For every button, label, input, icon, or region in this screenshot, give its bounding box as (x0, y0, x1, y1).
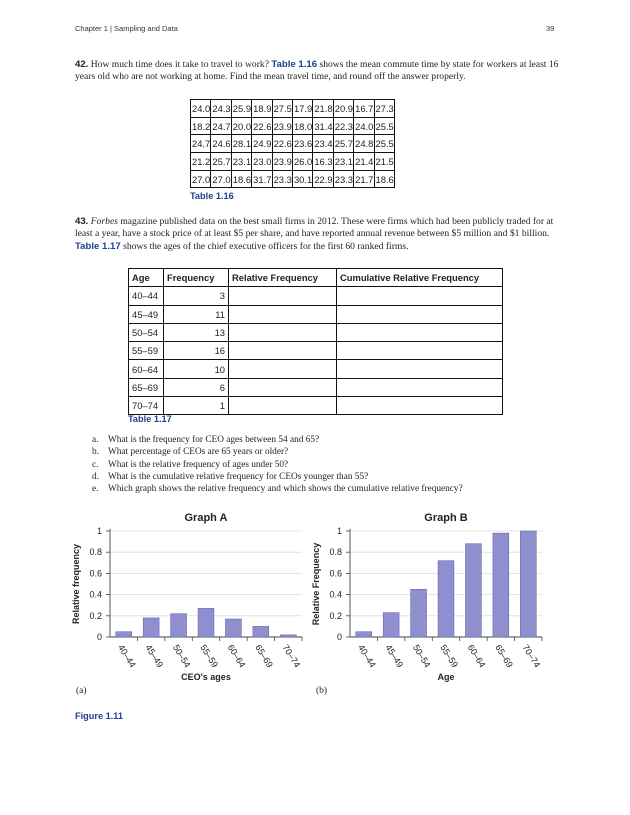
table-cell: 16 (164, 342, 229, 360)
x-tick-label: 65–69 (253, 642, 275, 670)
y-tick-label: 0.8 (89, 547, 102, 558)
x-axis-label: Age (437, 672, 455, 682)
bar (198, 608, 214, 637)
table-link[interactable]: Table 1.17 (75, 240, 121, 252)
problem-number: 42. (75, 59, 89, 70)
table-row (191, 117, 395, 135)
table-row (191, 135, 395, 153)
table-cell: 23.9 (272, 153, 292, 171)
table-cell: 27.3 (374, 100, 394, 118)
table-cell: 21.8 (313, 100, 333, 118)
question-item (92, 471, 463, 483)
table-cell: 23.4 (313, 135, 333, 153)
subfigure-label: (a) (76, 686, 87, 696)
table-cell: 65–69 (129, 378, 164, 396)
table-cell: 25.7 (333, 135, 353, 153)
bar (171, 614, 187, 637)
table-cell: 24.8 (354, 135, 374, 153)
table-cell: 23.6 (292, 135, 312, 153)
x-tick-label: 55–59 (198, 642, 221, 670)
question-item (92, 446, 463, 458)
table-cell: 22.6 (272, 135, 292, 153)
table-cell: 24.9 (252, 135, 272, 153)
empty-cell (337, 342, 503, 360)
table-cell: 16.7 (354, 100, 374, 118)
empty-cell (337, 397, 503, 415)
empty-cell (337, 360, 503, 378)
bar (411, 589, 427, 637)
table-cell: 27.5 (272, 100, 292, 118)
y-tick-label: 0 (96, 632, 102, 642)
empty-cell (337, 287, 503, 305)
column-header: Frequency (164, 269, 229, 287)
chart-title: Graph B (424, 512, 468, 524)
table-cell: 27.0 (191, 170, 211, 188)
empty-cell (229, 397, 337, 415)
x-tick-label: 65–69 (493, 642, 515, 670)
table-cell: 24.0 (191, 100, 211, 118)
x-tick-label: 50–54 (170, 642, 193, 670)
table-row (129, 287, 503, 305)
bar (465, 544, 481, 637)
question-text: What percentage of CEOs are 65 years or older? (108, 447, 289, 458)
y-tick-label: 0.6 (329, 568, 342, 579)
table-cell: 26.0 (292, 153, 312, 171)
question-letter: c. (92, 459, 99, 470)
column-header: Age (129, 269, 164, 287)
y-tick-label: 0.4 (89, 589, 102, 600)
table-cell: 1 (164, 397, 229, 415)
table-cell: 18.6 (374, 170, 394, 188)
table-row (129, 342, 503, 360)
empty-cell (337, 305, 503, 323)
problem-text: How much time does it take to travel to work? (88, 59, 272, 70)
x-tick-label: 60–64 (465, 642, 488, 670)
table-cell: 23.1 (333, 153, 353, 171)
table-caption: Table 1.16 (190, 191, 234, 201)
table-row (191, 100, 395, 118)
table-cell: 21.2 (191, 153, 211, 171)
table-cell: 25.5 (374, 117, 394, 135)
table-cell: 24.7 (191, 135, 211, 153)
table-1-17 (128, 268, 503, 415)
running-header: Chapter 1 | Sampling and Data (75, 24, 178, 33)
table-cell: 30.1 (292, 170, 312, 188)
table-cell: 50–54 (129, 323, 164, 341)
y-tick-label: 0 (336, 632, 342, 642)
x-tick-label: 70–74 (280, 642, 303, 670)
table-row (191, 153, 395, 171)
table-cell: 25.5 (374, 135, 394, 153)
column-header: Cumulative Relative Frequency (337, 269, 503, 287)
table-cell: 24.7 (211, 117, 231, 135)
y-tick-label: 1 (96, 526, 102, 536)
table-cell: 23.1 (231, 153, 251, 171)
table-cell: 3 (164, 287, 229, 305)
table-caption: Table 1.17 (128, 414, 172, 424)
question-text: What is the frequency for CEO ages between 54 and 65? (108, 435, 320, 445)
table-cell: 21.7 (354, 170, 374, 188)
empty-cell (337, 323, 503, 341)
table-link[interactable]: Table 1.16 (271, 59, 318, 70)
bar (225, 619, 241, 637)
chart-title: Graph A (184, 512, 228, 524)
y-tick-label: 0.6 (89, 568, 102, 579)
y-tick-label: 0.2 (329, 610, 342, 621)
table-row (129, 323, 503, 341)
problem-43 (75, 216, 563, 253)
empty-cell (229, 342, 337, 360)
figure-caption: Figure 1.11 (75, 711, 124, 721)
table-cell: 10 (164, 360, 229, 378)
bar (438, 561, 454, 637)
bar (520, 531, 536, 637)
table-cell: 23.3 (272, 170, 292, 188)
x-tick-label: 40–44 (356, 642, 378, 670)
y-tick-label: 0.2 (89, 610, 102, 621)
problem-42 (75, 59, 563, 84)
y-axis-label: Relative frequency (71, 543, 81, 625)
bar (253, 626, 269, 637)
table-cell: 20.9 (333, 100, 353, 118)
table-cell: 23.9 (272, 117, 292, 135)
table-cell: 28.1 (231, 135, 251, 153)
table-cell: 13 (164, 323, 229, 341)
table-cell: 31.7 (252, 170, 272, 188)
problem-text: shows the ages of the chief executive officers for the first 60 ranked firms. (120, 240, 409, 252)
empty-cell (229, 360, 337, 378)
table-cell: 20.0 (231, 117, 251, 135)
y-axis-label: Relative Frequency (311, 542, 321, 626)
table-cell: 16.3 (313, 153, 333, 171)
question-letter: d. (92, 471, 99, 482)
empty-cell (229, 378, 337, 396)
graph-a (70, 506, 315, 691)
table-cell: 18.2 (191, 117, 211, 135)
x-tick-label: 50–54 (410, 642, 433, 670)
table-1-16 (190, 99, 395, 188)
subfigure-label: (b) (316, 686, 328, 696)
x-tick-label: 60–64 (225, 642, 248, 670)
table-row (191, 170, 395, 188)
x-tick-label: 45–49 (143, 642, 166, 670)
problem-number: 43. (75, 216, 89, 227)
table-cell: 23.0 (252, 153, 272, 171)
bar (493, 533, 509, 637)
graph-b (310, 506, 555, 691)
bar-chart (310, 506, 555, 686)
problem-text: magazine published data on the best small firms in 2012. These were firms which had been publicly traded for at least a year, have a stock price of at least $5 per share, and have reported annual revenue between $5 million and $1 billion. (75, 216, 554, 240)
problem-text: shows the mean commute time by state for workers at least 16 years old who are not working at home. Find the mean travel time, and round off the answer properly. (75, 59, 559, 83)
table-cell: 22.6 (252, 117, 272, 135)
question-list (92, 434, 463, 495)
question-letter: a. (92, 435, 99, 445)
empty-cell (337, 378, 503, 396)
empty-cell (229, 287, 337, 305)
bar (143, 618, 159, 637)
x-tick-label: 70–74 (520, 642, 543, 670)
question-text: What is the cumulative relative frequency for CEOs younger than 55? (108, 471, 369, 482)
table-cell: 27.0 (211, 170, 231, 188)
y-tick-label: 1 (336, 526, 342, 536)
bar (356, 632, 372, 637)
table-cell: 24.0 (354, 117, 374, 135)
column-header: Relative Frequency (229, 269, 337, 287)
table-row (129, 397, 503, 415)
empty-cell (229, 323, 337, 341)
table-cell: 24.6 (211, 135, 231, 153)
table-cell: 22.9 (313, 170, 333, 188)
y-tick-label: 0.8 (329, 547, 342, 558)
question-text: What is the relative frequency of ages under 50? (108, 459, 289, 470)
table-cell: 17.9 (292, 100, 312, 118)
table-cell: 24.3 (211, 100, 231, 118)
page-number: 39 (546, 24, 555, 33)
table-row (129, 305, 503, 323)
x-axis-label: CEO's ages (181, 672, 231, 682)
magazine-name: Forbes (90, 216, 118, 227)
table-cell: 25.7 (211, 153, 231, 171)
x-tick-label: 40–44 (116, 642, 138, 670)
question-letter: e. (92, 484, 99, 495)
table-row (129, 378, 503, 396)
empty-cell (229, 305, 337, 323)
table-cell: 23.3 (333, 170, 353, 188)
table-cell: 25.9 (231, 100, 251, 118)
question-text: Which graph shows the relative frequency and which shows the cumulative relative frequency? (108, 484, 463, 495)
question-item (92, 459, 463, 471)
bar-chart (70, 506, 315, 686)
y-tick-label: 0.4 (329, 589, 342, 600)
bar (383, 613, 399, 637)
question-item (92, 483, 463, 495)
table-cell: 22.3 (333, 117, 353, 135)
x-tick-label: 55–59 (438, 642, 461, 670)
table-cell: 18.0 (292, 117, 312, 135)
table-cell: 70–74 (129, 397, 164, 415)
table-cell: 40–44 (129, 287, 164, 305)
table-cell: 21.5 (374, 153, 394, 171)
bar (116, 632, 132, 637)
table-cell: 18.9 (252, 100, 272, 118)
table-cell: 21.4 (354, 153, 374, 171)
table-cell: 55–59 (129, 342, 164, 360)
table-cell: 31.4 (313, 117, 333, 135)
x-tick-label: 45–49 (383, 642, 406, 670)
table-row (129, 360, 503, 378)
table-cell: 6 (164, 378, 229, 396)
table-cell: 18.6 (231, 170, 251, 188)
table-cell: 45–49 (129, 305, 164, 323)
question-letter: b. (92, 447, 99, 458)
table-cell: 60–64 (129, 360, 164, 378)
question-item (92, 434, 463, 446)
bar (280, 635, 296, 637)
table-cell: 11 (164, 305, 229, 323)
